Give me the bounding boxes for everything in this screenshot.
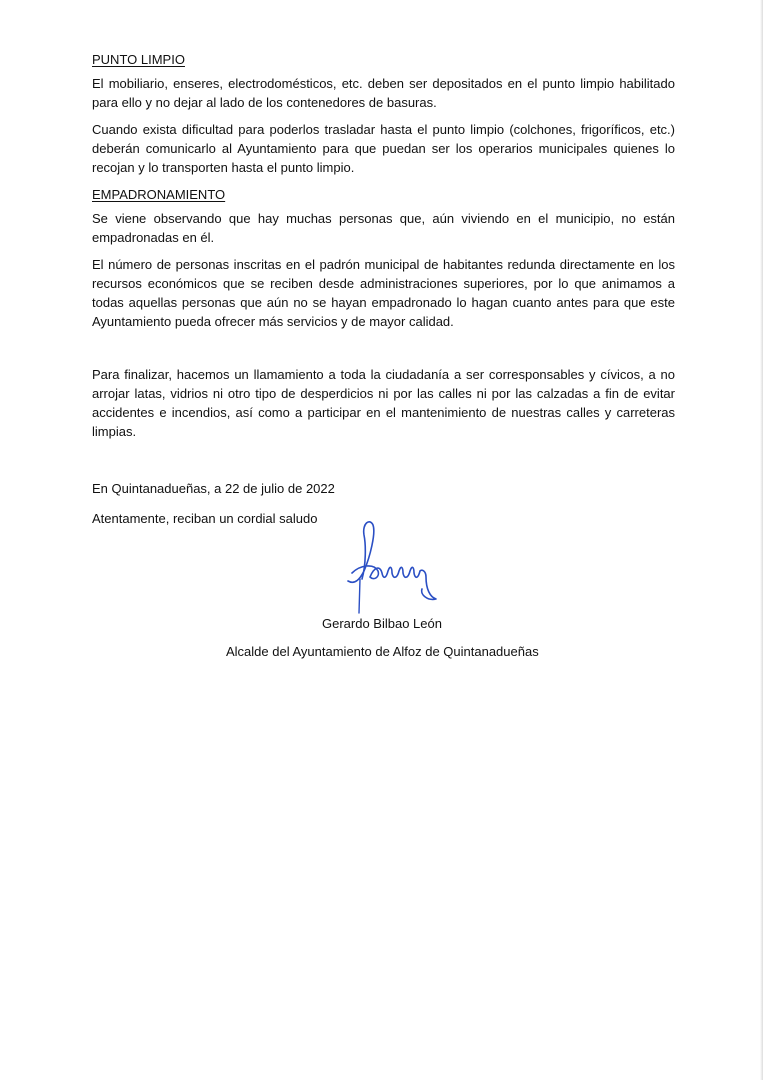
empadronamiento-paragraph-2: El número de personas inscritas en el padrón municipal de habitantes redunda directamente en los recursos económicos que se reciben desde administraciones superiores, por lo que animamos a todas aquellas personas que aún no se hayan empadronado lo hagan cuanto antes para que este Ayuntamiento pueda ofrecer más servicios y de mayor calidad.	[92, 257, 675, 329]
spacer	[92, 339, 675, 365]
handwritten-signature	[340, 513, 450, 623]
punto-limpio-paragraph-1: El mobiliario, enseres, electrodomésticos, etc. deben ser depositados en el punto limpio habilitado para ello y no dejar al lado de los contenedores de basuras.	[92, 76, 675, 110]
final-paragraph: Para finalizar, hacemos un llamamiento a toda la ciudadanía a ser corresponsables y cívicos, a no arrojar latas, vidrios ni otro tipo de desperdicios ni por las calles ni por las calzadas a fin de evitar accidentes e incendios, así como a participar en el mantenimiento de nuestras calles y carreteras limpias.	[92, 367, 675, 439]
signature-drawing	[340, 513, 450, 623]
empadronamiento-paragraph-1: Se viene observando que hay muchas personas que, aún viviendo en el municipio, no están empadronadas en él.	[92, 211, 675, 245]
signer-name: Gerardo Bilbao León	[322, 616, 442, 631]
closing-greeting: Atentamente, reciban un cordial saludo	[92, 511, 318, 526]
section-heading-empadronamiento: EMPADRONAMIENTO	[92, 187, 226, 202]
document-body	[92, 50, 675, 539]
spacer	[92, 449, 675, 479]
place-date: En Quintanadueñas, a 22 de julio de 2022	[92, 481, 335, 496]
section-heading-punto-limpio: PUNTO LIMPIO	[92, 52, 185, 67]
punto-limpio-paragraph-2: Cuando exista dificultad para poderlos trasladar hasta el punto limpio (colchones, frigoríficos, etc.) deberán comunicarlo al Ayuntamiento para que puedan ser los operarios municipales quienes lo recojan y lo transporten hasta el punto limpio.	[92, 122, 675, 175]
signer-title: Alcalde del Ayuntamiento de Alfoz de Quintanadueñas	[226, 644, 539, 659]
